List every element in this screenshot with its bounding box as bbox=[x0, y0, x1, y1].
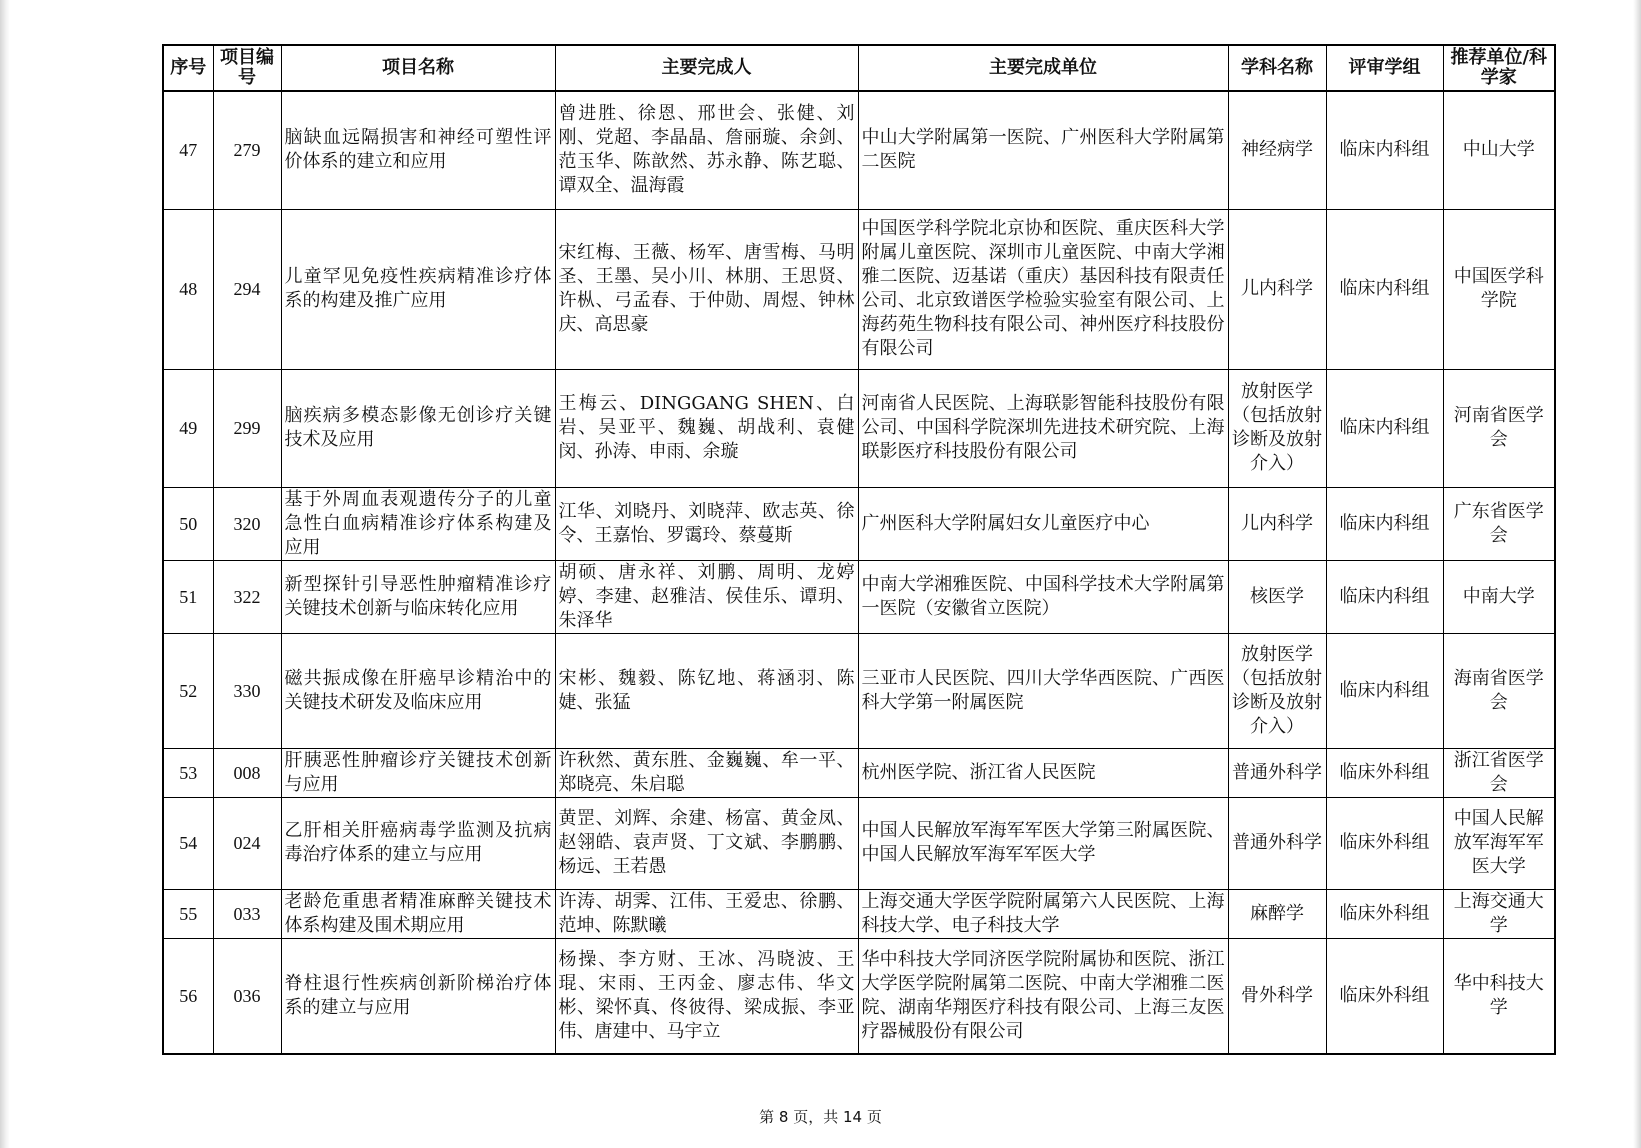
cell-name: 儿童罕见免疫性疾病精准诊疗体系的构建及推广应用 bbox=[281, 209, 555, 369]
cell-code: 279 bbox=[213, 91, 281, 209]
cell-group: 临床外科组 bbox=[1326, 938, 1443, 1054]
cell-recommender: 河南省医学会 bbox=[1443, 369, 1555, 487]
cell-code: 322 bbox=[213, 560, 281, 633]
cell-recommender: 中山大学 bbox=[1443, 91, 1555, 209]
table-header-row bbox=[163, 45, 1555, 91]
award-project-table bbox=[162, 44, 1556, 1055]
table-row bbox=[163, 560, 1555, 633]
cell-code: 299 bbox=[213, 369, 281, 487]
cell-people: 曾进胜、徐恩、邢世会、张健、刘刚、党超、李晶晶、詹丽璇、余剑、范玉华、陈歆然、苏永静、陈艺聪、谭双全、温海霞 bbox=[555, 91, 858, 209]
cell-units: 中南大学湘雅医院、中国科学技术大学附属第一医院（安徽省立医院） bbox=[858, 560, 1228, 633]
header-units: 主要完成单位 bbox=[858, 45, 1228, 91]
page-shadow-left bbox=[0, 0, 10, 1148]
cell-recommender: 中国人民解放军海军军医大学 bbox=[1443, 797, 1555, 889]
cell-units: 广州医科大学附属妇女儿童医疗中心 bbox=[858, 487, 1228, 560]
cell-group: 临床内科组 bbox=[1326, 369, 1443, 487]
cell-name: 脑疾病多模态影像无创诊疗关键技术及应用 bbox=[281, 369, 555, 487]
cell-group: 临床内科组 bbox=[1326, 209, 1443, 369]
cell-discipline: 核医学 bbox=[1228, 560, 1326, 633]
cell-seq: 49 bbox=[163, 369, 213, 487]
header-people: 主要完成人 bbox=[555, 45, 858, 91]
cell-units: 华中科技大学同济医学院附属协和医院、浙江大学医学院附属第二医院、中南大学湘雅二医院、湖南华翔医疗科技有限公司、上海三友医疗器械股份有限公司 bbox=[858, 938, 1228, 1054]
cell-recommender: 上海交通大学 bbox=[1443, 889, 1555, 938]
cell-group: 临床外科组 bbox=[1326, 889, 1443, 938]
cell-code: 036 bbox=[213, 938, 281, 1054]
cell-recommender: 浙江省医学会 bbox=[1443, 748, 1555, 797]
cell-seq: 50 bbox=[163, 487, 213, 560]
page-shadow-right bbox=[1633, 0, 1641, 1148]
table-row bbox=[163, 369, 1555, 487]
header-group: 评审学组 bbox=[1326, 45, 1443, 91]
cell-recommender: 广东省医学会 bbox=[1443, 487, 1555, 560]
cell-seq: 56 bbox=[163, 938, 213, 1054]
cell-seq: 48 bbox=[163, 209, 213, 369]
cell-code: 024 bbox=[213, 797, 281, 889]
cell-recommender: 华中科技大学 bbox=[1443, 938, 1555, 1054]
cell-seq: 47 bbox=[163, 91, 213, 209]
cell-discipline: 骨外科学 bbox=[1228, 938, 1326, 1054]
cell-seq: 53 bbox=[163, 748, 213, 797]
cell-discipline: 放射医学（包括放射诊断及放射介入） bbox=[1228, 369, 1326, 487]
table-row bbox=[163, 938, 1555, 1054]
cell-name: 基于外周血表观遗传分子的儿童急性白血病精准诊疗体系构建及应用 bbox=[281, 487, 555, 560]
header-seq: 序号 bbox=[163, 45, 213, 91]
cell-units: 中国医学科学院北京协和医院、重庆医科大学附属儿童医院、深圳市儿童医院、中南大学湘雅二医院、迈基诺（重庆）基因科技有限责任公司、北京致谱医学检验实验室有限公司、上海药苑生物科技有限公司、神州医疗科技股份有限公司 bbox=[858, 209, 1228, 369]
cell-people: 黄罡、刘辉、余建、杨富、黄金凤、赵翎皓、袁声贤、丁文斌、李鹏鹏、杨远、王若愚 bbox=[555, 797, 858, 889]
cell-group: 临床外科组 bbox=[1326, 797, 1443, 889]
cell-units: 上海交通大学医学院附属第六人民医院、上海科技大学、电子科技大学 bbox=[858, 889, 1228, 938]
table-row bbox=[163, 797, 1555, 889]
header-name: 项目名称 bbox=[281, 45, 555, 91]
cell-code: 320 bbox=[213, 487, 281, 560]
header-discipline: 学科名称 bbox=[1228, 45, 1326, 91]
cell-units: 中国人民解放军海军军医大学第三附属医院、中国人民解放军海军军医大学 bbox=[858, 797, 1228, 889]
cell-recommender: 中国医学科学院 bbox=[1443, 209, 1555, 369]
cell-recommender: 中南大学 bbox=[1443, 560, 1555, 633]
cell-group: 临床内科组 bbox=[1326, 560, 1443, 633]
cell-code: 330 bbox=[213, 633, 281, 748]
cell-discipline: 麻醉学 bbox=[1228, 889, 1326, 938]
cell-units: 中山大学附属第一医院、广州医科大学附属第二医院 bbox=[858, 91, 1228, 209]
cell-name: 磁共振成像在肝癌早诊精治中的关键技术研发及临床应用 bbox=[281, 633, 555, 748]
cell-discipline: 普通外科学 bbox=[1228, 748, 1326, 797]
cell-people: 宋红梅、王薇、杨军、唐雪梅、马明圣、王墨、吴小川、林朋、王思贤、许枞、弓孟春、于仲勋、周煜、钟林庆、高思豪 bbox=[555, 209, 858, 369]
cell-discipline: 儿内科学 bbox=[1228, 487, 1326, 560]
table-row bbox=[163, 91, 1555, 209]
header-code: 项目编号 bbox=[213, 45, 281, 91]
table-row bbox=[163, 209, 1555, 369]
cell-group: 临床外科组 bbox=[1326, 748, 1443, 797]
cell-code: 033 bbox=[213, 889, 281, 938]
cell-name: 脑缺血远隔损害和神经可塑性评价体系的建立和应用 bbox=[281, 91, 555, 209]
cell-name: 肝胰恶性肿瘤诊疗关键技术创新与应用 bbox=[281, 748, 555, 797]
cell-people: 许涛、胡霁、江伟、王爱忠、徐鹏、范坤、陈默曦 bbox=[555, 889, 858, 938]
cell-units: 杭州医学院、浙江省人民医院 bbox=[858, 748, 1228, 797]
header-recommender: 推荐单位/科学家 bbox=[1443, 45, 1555, 91]
cell-seq: 52 bbox=[163, 633, 213, 748]
table-row bbox=[163, 487, 1555, 560]
cell-seq: 51 bbox=[163, 560, 213, 633]
cell-units: 河南省人民医院、上海联影智能科技股份有限公司、中国科学院深圳先进技术研究院、上海联影医疗科技股份有限公司 bbox=[858, 369, 1228, 487]
cell-group: 临床内科组 bbox=[1326, 633, 1443, 748]
cell-seq: 55 bbox=[163, 889, 213, 938]
cell-discipline: 儿内科学 bbox=[1228, 209, 1326, 369]
cell-discipline: 神经病学 bbox=[1228, 91, 1326, 209]
cell-people: 杨操、李方财、王冰、冯晓波、王琨、宋雨、王丙金、廖志伟、华文彬、梁怀真、佟彼得、梁成振、李亚伟、唐建中、马宇立 bbox=[555, 938, 858, 1054]
cell-group: 临床内科组 bbox=[1326, 91, 1443, 209]
cell-name: 乙肝相关肝癌病毒学监测及抗病毒治疗体系的建立与应用 bbox=[281, 797, 555, 889]
cell-people: 许秋然、黄东胜、金巍巍、牟一平、郑晓亮、朱启聪 bbox=[555, 748, 858, 797]
cell-code: 294 bbox=[213, 209, 281, 369]
table-row bbox=[163, 748, 1555, 797]
cell-discipline: 普通外科学 bbox=[1228, 797, 1326, 889]
cell-discipline: 放射医学（包括放射诊断及放射介入） bbox=[1228, 633, 1326, 748]
page-footer: 第 8 页，共 14 页 bbox=[759, 1108, 882, 1126]
cell-units: 三亚市人民医院、四川大学华西医院、广西医科大学第一附属医院 bbox=[858, 633, 1228, 748]
table-row bbox=[163, 889, 1555, 938]
cell-people: 胡硕、唐永祥、刘鹏、周明、龙婷婷、李建、赵雅洁、侯佳乐、谭玥、朱泽华 bbox=[555, 560, 858, 633]
cell-seq: 54 bbox=[163, 797, 213, 889]
table-row bbox=[163, 633, 1555, 748]
cell-people: 江华、刘晓丹、刘晓萍、欧志英、徐令、王嘉怡、罗霭玲、蔡蔓斯 bbox=[555, 487, 858, 560]
cell-recommender: 海南省医学会 bbox=[1443, 633, 1555, 748]
cell-name: 老龄危重患者精准麻醉关键技术体系构建及围术期应用 bbox=[281, 889, 555, 938]
cell-group: 临床内科组 bbox=[1326, 487, 1443, 560]
cell-people: 王梅云、DINGGANG SHEN、白岩、吴亚平、魏巍、胡战利、袁健闵、孙涛、申雨、余璇 bbox=[555, 369, 858, 487]
cell-code: 008 bbox=[213, 748, 281, 797]
cell-name: 脊柱退行性疾病创新阶梯治疗体系的建立与应用 bbox=[281, 938, 555, 1054]
cell-name: 新型探针引导恶性肿瘤精准诊疗关键技术创新与临床转化应用 bbox=[281, 560, 555, 633]
table-body bbox=[163, 91, 1555, 1054]
cell-people: 宋彬、魏毅、陈钇地、蒋涵羽、陈婕、张猛 bbox=[555, 633, 858, 748]
